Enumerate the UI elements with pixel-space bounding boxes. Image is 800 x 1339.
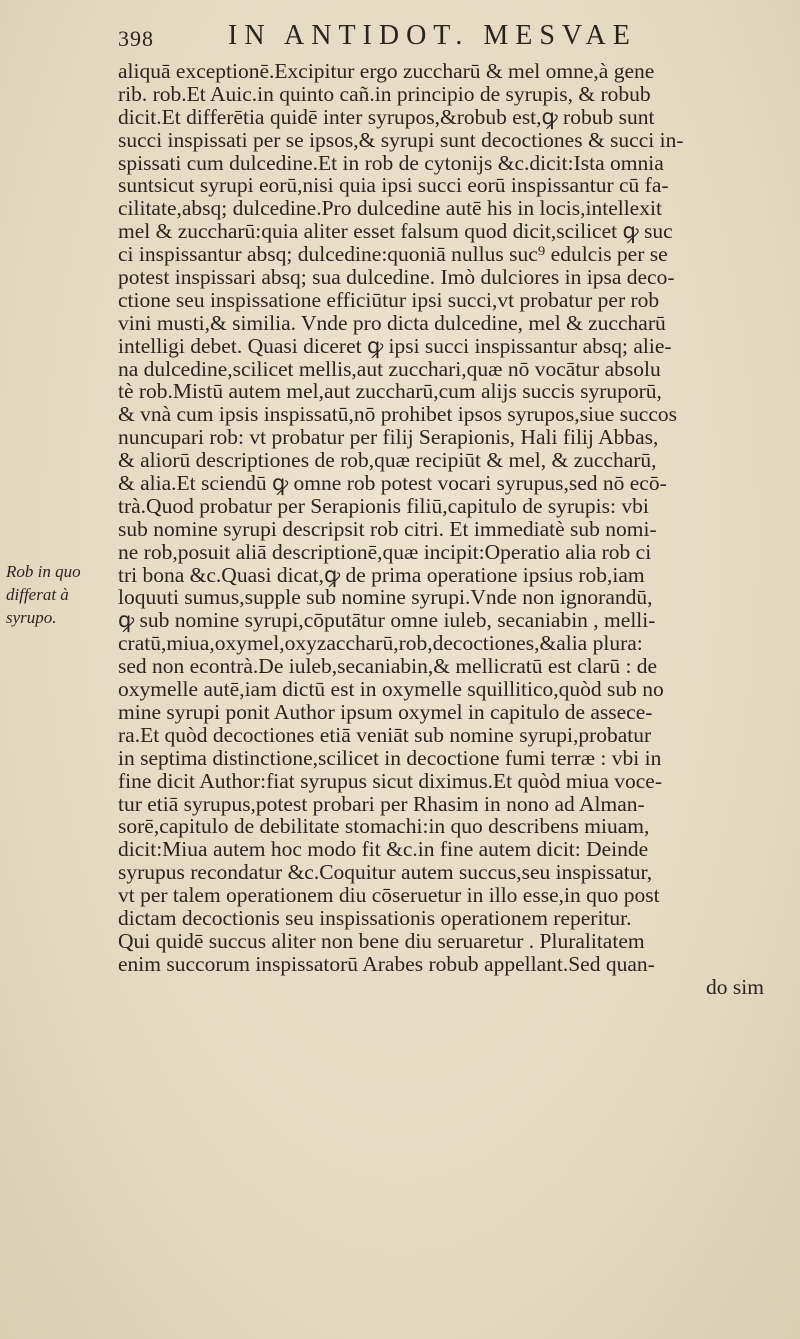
- body-text: [118, 60, 774, 999]
- text-line: potest inspissari absq; sua dulcedine. Imò dulciores in ipsa deco-: [118, 265, 675, 290]
- running-head: IN ANTIDOT. MESVAE: [228, 20, 637, 51]
- text-line: ci inspissantur absq; dulcedine:quoniā nullus suc⁹ edulcis per se: [118, 242, 668, 267]
- text-line: tur etiā syrupus,potest probari per Rhasim in nono ad Alman-: [118, 791, 645, 816]
- text-line: mine syrupi ponit Author ipsum oxymel in capitulo de assece-: [118, 699, 653, 724]
- text-line: mel & zuccharū:quia aliter esset falsum quod dicit,scilicet ꝙ suc: [118, 219, 673, 244]
- text-line: cratū,miua,oxymel,oxyzaccharū,rob,decoctiones,&alia plura:: [118, 631, 643, 656]
- text-line: ra.Et quòd decoctiones etiā veniāt sub nomine syrupi,probatur: [118, 722, 652, 747]
- text-line: syrupus recondatur &c.Coquitur autem succus,seu inspissatur,: [118, 860, 653, 885]
- text-line: do sim: [706, 974, 764, 999]
- text-line: dicit.Et differētia quidē inter syrupos,&robub est,ꝙ robub sunt: [118, 104, 655, 129]
- text-line: sorē,capitulo de debilitate stomachi:in quo describens miuam,: [118, 814, 650, 839]
- text-line: in septima distinctione,scilicet in decoctione fumi terræ : vbi in: [118, 745, 662, 770]
- text-line: & vnà cum ipsis inspissatū,nō prohibet ipsos syrupos,siue succos: [118, 402, 677, 427]
- text-line: na dulcedine,scilicet mellis,aut zucchari,quæ nō vocātur absolu: [118, 356, 661, 381]
- text-line: dictam decoctionis seu inspissationis operationem reperitur.: [118, 905, 632, 930]
- page-number: 398: [118, 26, 154, 51]
- text-line: vt per talem operationem diu cōseruetur in illo esse,in quo post: [118, 883, 660, 908]
- text-line: intelligi debet. Quasi diceret ꝙ ipsi succi inspissantur absq; alie-: [118, 333, 672, 358]
- text-line: trà.Quod probatur per Serapionis filiū,capitulo de syrupis: vbi: [118, 493, 649, 518]
- text-line: rib. rob.Et Auic.in quinto cañ.in principio de syrupis, & robub: [118, 81, 651, 106]
- text-line: suntsicut syrupi eorū,nisi quia ipsi succi eorū inspissantur cū fa-: [118, 173, 669, 198]
- marginal-note-line: syrupo.: [6, 608, 57, 627]
- text-line: sub nomine syrupi descripsit rob citri. Et immediatè sub nomi-: [118, 516, 657, 541]
- text-line: ne rob,posuit aliā descriptionē,quæ incipit:Operatio alia rob ci: [118, 539, 652, 564]
- text-line: fine dicit Author:fiat syrupus sicut diximus.Et quòd miua voce-: [118, 768, 662, 793]
- text-line: ctione seu inspissatione efficiūtur ipsi succi,vt probatur per rob: [118, 287, 660, 312]
- text-line: enim succorum inspissatorū Arabes robub appellant.Sed quan-: [118, 951, 655, 976]
- text-line: cilitate,absq; dulcedine.Pro dulcedine autē his in locis,intellexit: [118, 196, 662, 221]
- text-line: aliquā exceptionē.Excipitur ergo zuccharū & mel omne,à gene: [118, 59, 655, 83]
- text-line: & alia.Et sciendū ꝙ omne rob potest vocari syrupus,sed nō ecō-: [118, 471, 667, 496]
- text-line: oxymelle autē,iam dictū est in oxymelle squillitico,quòd sub no: [118, 677, 664, 702]
- text-line: dicit:Miua autem hoc modo fit &c.in fine autem dicit: Deinde: [118, 837, 649, 862]
- text-line: nuncupari rob: vt probatur per filij Serapionis, Hali filij Abbas,: [118, 425, 659, 450]
- text-line: loquuti sumus,supple sub nomine syrupi.Vnde non ignorandū,: [118, 585, 653, 610]
- text-line: Qui quidē succus aliter non bene diu seruaretur . Pluralitatem: [118, 928, 645, 953]
- page-header: [118, 18, 758, 54]
- text-line: succi inspissati per se ipsos,& syrupi sunt decoctiones & succi in-: [118, 127, 684, 152]
- text-line: tri bona &c.Quasi dicat,ꝙ de prima operatione ipsius rob,iam: [118, 562, 645, 587]
- text-line: ꝙ sub nomine syrupi,cōputātur omne iuleb, secaniabin , melli-: [118, 608, 656, 633]
- marginal-note: [6, 560, 118, 629]
- text-line: & aliorū descriptiones de rob,quæ recipiūt & mel, & zuccharū,: [118, 448, 657, 473]
- text-line: spissati cum dulcedine.Et in rob de cytonijs &c.dicit:Ista omnia: [118, 150, 664, 175]
- text-line: vini musti,& similia. Vnde pro dicta dulcedine, mel & zuccharū: [118, 310, 666, 335]
- marginal-note-line: differat à: [6, 585, 69, 604]
- marginal-note-line: Rob in quo: [6, 562, 81, 581]
- text-line: tè rob.Mistū autem mel,aut zuccharū,cum alijs succis syruporū,: [118, 379, 662, 404]
- text-line: sed non econtrà.De iuleb,secaniabin,& mellicratū est clarū : de: [118, 654, 658, 679]
